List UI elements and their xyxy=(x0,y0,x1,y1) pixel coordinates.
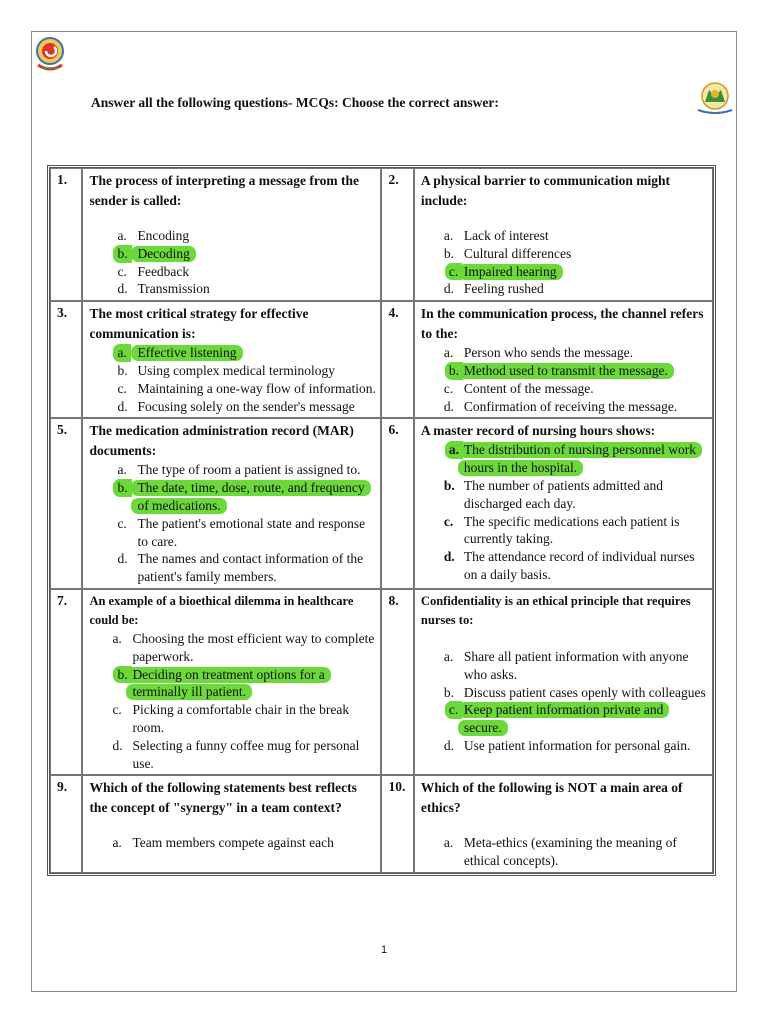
mcq-table xyxy=(49,167,714,874)
question-number: 10. xyxy=(381,775,413,873)
option[interactable]: d. Feeling rushed xyxy=(443,281,544,297)
table-row xyxy=(50,418,713,589)
question-text: The most critical strategy for effective communication is: xyxy=(89,306,309,342)
option[interactable]: d. Transmission xyxy=(117,281,210,297)
question-number: 3. xyxy=(50,301,82,418)
question-text: A physical barrier to communication might include: xyxy=(420,173,671,208)
option-list xyxy=(89,461,376,586)
option-correct[interactable]: b. Deciding on treatment options for a terminally ill patient. xyxy=(89,666,376,702)
question-text: Which of the following statements best reflects the concept of "synergy" in a team context? xyxy=(89,780,357,816)
option-list xyxy=(421,648,708,755)
question-cell xyxy=(414,775,713,873)
table-row xyxy=(50,301,713,418)
option[interactable]: b. Discuss patient cases openly with colleagues xyxy=(443,684,706,700)
option[interactable]: a. Lack of interest xyxy=(443,228,549,243)
question-number: 7. xyxy=(50,589,82,775)
question-cell xyxy=(82,301,381,418)
question-cell xyxy=(82,168,381,301)
option[interactable]: a. Team members compete against each xyxy=(112,835,334,851)
question-cell xyxy=(82,418,381,589)
option-list xyxy=(89,630,376,772)
question-cell xyxy=(82,775,381,873)
page-number: 1 xyxy=(380,944,388,956)
option-list xyxy=(421,227,708,298)
option[interactable]: d. The names and contact information of the patient's family members. xyxy=(117,551,364,585)
question-number: 2. xyxy=(381,168,413,301)
question-number: 6. xyxy=(381,418,413,589)
option[interactable]: a. Meta-ethics (examining the meaning of ethical concepts). xyxy=(443,835,677,869)
option[interactable]: c. The patient's emotional state and response to care. xyxy=(117,515,366,549)
option-list xyxy=(89,344,376,415)
option[interactable]: c. Content of the message. xyxy=(443,380,594,396)
option-correct[interactable]: c. Impaired hearing xyxy=(421,263,708,281)
question-number: 5. xyxy=(50,418,82,589)
option-list xyxy=(89,834,376,852)
question-text: Confidentiality is an ethical principle that requires nurses to: xyxy=(420,593,691,627)
question-cell xyxy=(414,589,713,775)
question-text: In the communication process, the channel refers to the: xyxy=(420,306,704,342)
option[interactable]: d. Focusing solely on the sender's message xyxy=(117,398,355,414)
question-text: A master record of nursing hours shows: xyxy=(420,423,656,439)
option[interactable]: d. Selecting a funny coffee mug for personal use. xyxy=(112,737,360,771)
option-list xyxy=(421,344,708,415)
option[interactable]: c. Maintaining a one-way flow of information. xyxy=(117,380,376,396)
option[interactable]: a. Choosing the most efficient way to complete paperwork. xyxy=(112,630,375,664)
college-crest-icon xyxy=(32,35,68,75)
option[interactable]: d. The attendance record of individual nurses on a daily basis. xyxy=(443,549,695,582)
question-text: Which of the following is NOT a main area of ethics? xyxy=(420,780,683,816)
option-correct[interactable]: b. Method used to transmit the message. xyxy=(421,362,708,380)
option-correct[interactable]: a. Effective listening xyxy=(89,344,376,362)
option[interactable]: a. Person who sends the message. xyxy=(443,345,634,361)
question-text: An example of a bioethical dilemma in healthcare could be: xyxy=(89,593,354,627)
option-correct[interactable]: b. Decoding xyxy=(89,245,376,263)
option[interactable]: a. The type of room a patient is assigned to. xyxy=(117,462,361,478)
option[interactable]: b. The number of patients admitted and discharged each day. xyxy=(443,477,663,511)
option[interactable]: c. The specific medications each patient is currently taking. xyxy=(443,513,680,547)
question-cell xyxy=(82,589,381,775)
option[interactable]: d. Confirmation of receiving the message. xyxy=(443,398,678,414)
table-row xyxy=(50,589,713,775)
page-instruction: Answer all the following questions- MCQs: Choose the correct answer: xyxy=(91,95,499,110)
option[interactable]: c. Feedback xyxy=(117,263,190,279)
option-correct[interactable]: c. Keep patient information private and secure. xyxy=(421,701,708,737)
option[interactable]: b. Cultural differences xyxy=(443,245,572,261)
question-number: 9. xyxy=(50,775,82,873)
question-cell xyxy=(414,418,713,589)
question-text: The process of interpreting a message from the sender is called: xyxy=(89,173,360,208)
question-number: 8. xyxy=(381,589,413,775)
option[interactable]: a. Share all patient information with anyone who asks. xyxy=(443,648,689,682)
table-row xyxy=(50,775,713,873)
option[interactable]: d. Use patient information for personal gain. xyxy=(443,737,691,753)
question-cell xyxy=(414,301,713,418)
option-list xyxy=(421,834,708,870)
question-number: 1. xyxy=(50,168,82,301)
option-list xyxy=(89,227,376,298)
option-correct[interactable]: a. The distribution of nursing personnel work hours in the hospital. xyxy=(421,441,708,477)
option[interactable]: c. Picking a comfortable chair in the break room. xyxy=(112,702,350,735)
question-text: The medication administration record (MAR) documents: xyxy=(89,423,354,459)
option[interactable]: a. Encoding xyxy=(117,228,190,243)
option-list xyxy=(421,441,708,583)
question-cell xyxy=(414,168,713,301)
option[interactable]: b. Using complex medical terminology xyxy=(117,362,336,378)
question-number: 4. xyxy=(381,301,413,418)
option-correct[interactable]: b. The date, time, dose, route, and frequency of medications. xyxy=(89,479,376,515)
table-row xyxy=(50,168,713,301)
university-emblem-icon xyxy=(694,80,736,116)
